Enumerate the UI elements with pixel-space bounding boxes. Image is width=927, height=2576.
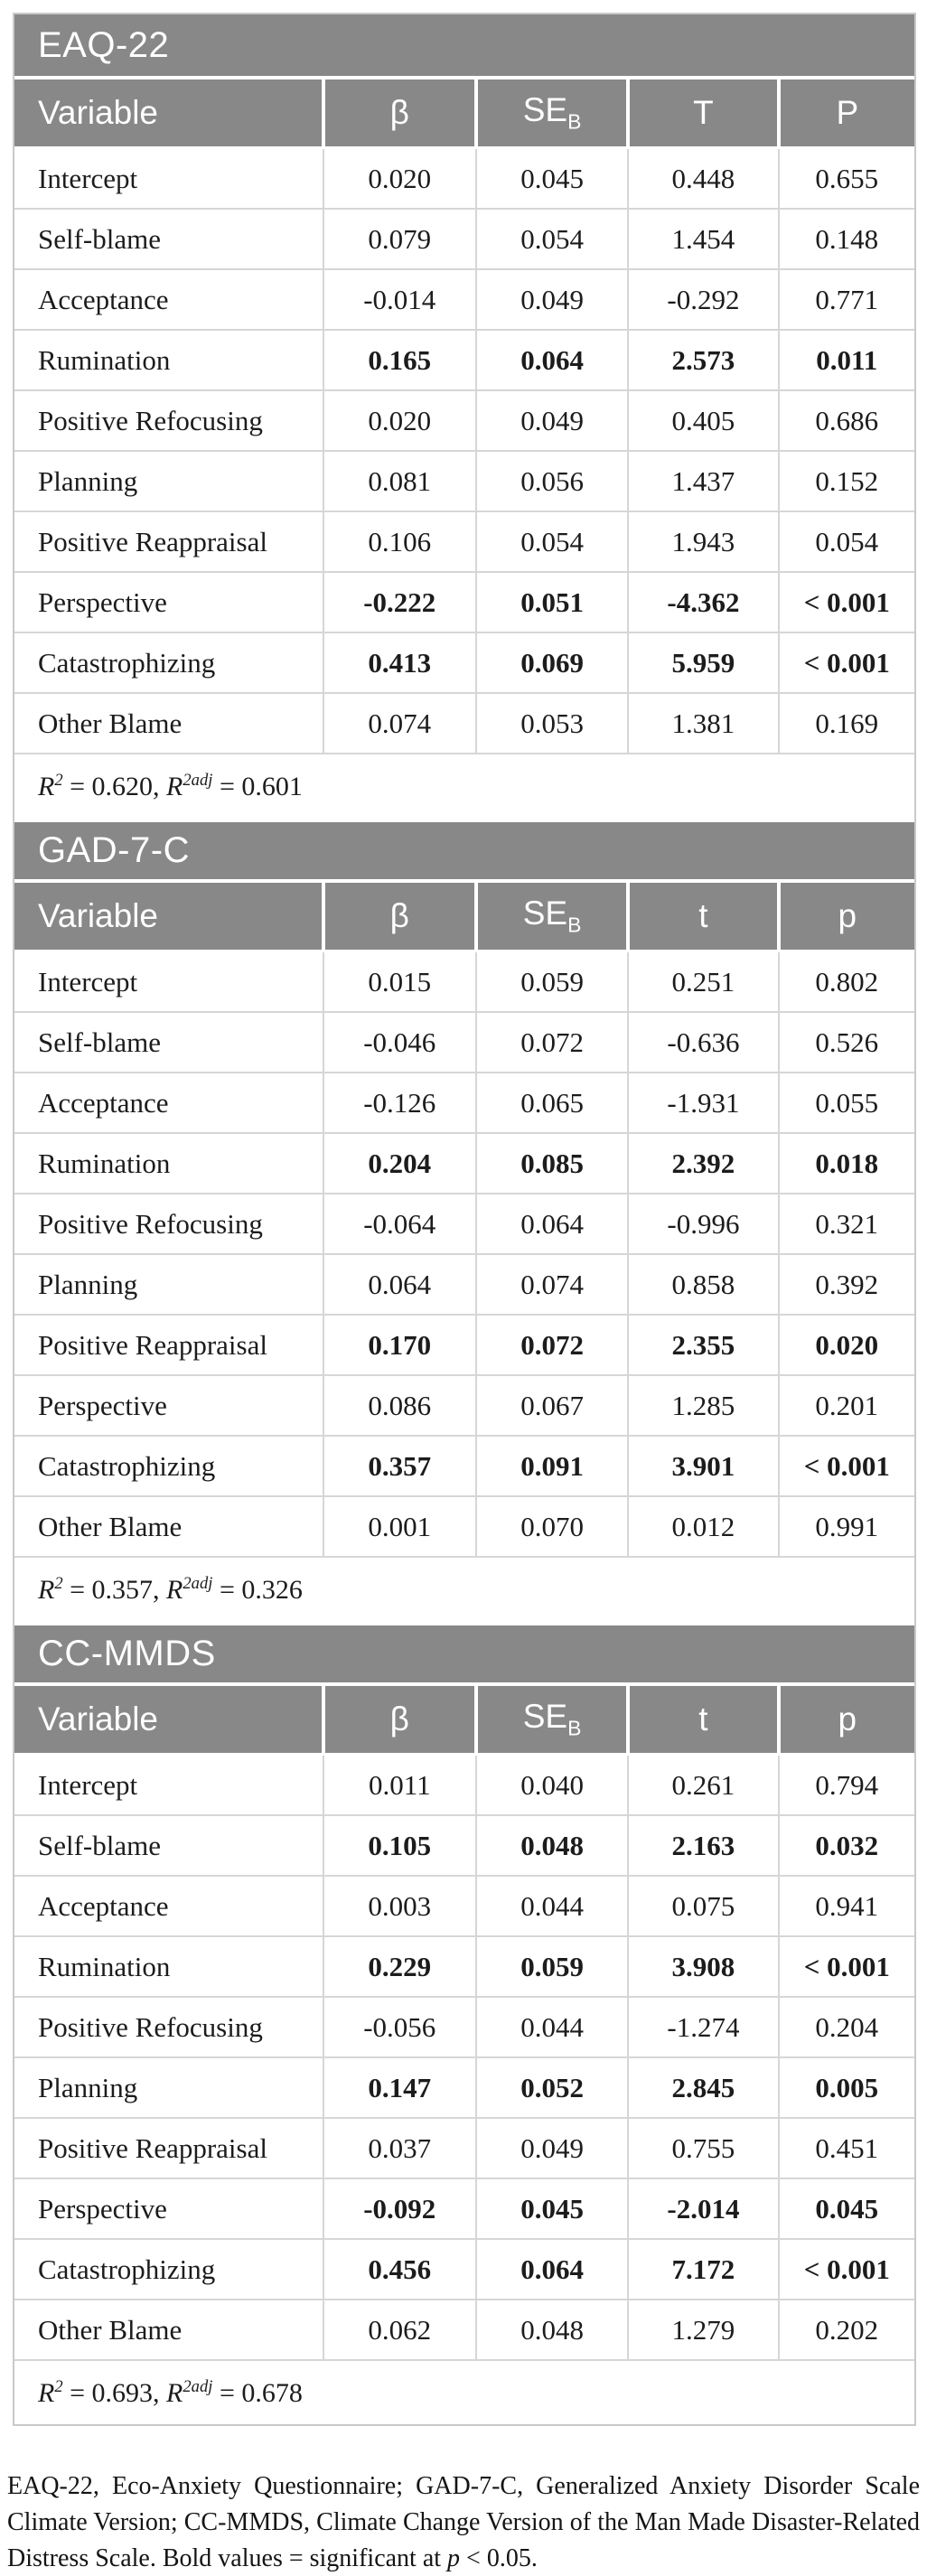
- t-cell: 1.285: [628, 1375, 778, 1436]
- variable-cell: Planning: [14, 451, 323, 511]
- se-cell: 0.044: [476, 1997, 628, 2057]
- t-cell: -1.931: [628, 1073, 778, 1133]
- table-row: [14, 1375, 914, 1436]
- se-label: SE: [522, 895, 568, 932]
- t-cell: 3.908: [628, 1936, 778, 1997]
- se-cell: 0.059: [476, 1936, 628, 1997]
- beta-cell: 0.147: [323, 2057, 476, 2118]
- r2-part: R: [166, 771, 183, 801]
- t-cell: 3.901: [628, 1436, 778, 1496]
- se-cell: 0.045: [476, 2178, 628, 2239]
- se-subscript: B: [567, 1716, 582, 1740]
- variable-cell: Other Blame: [14, 1496, 323, 1557]
- beta-cell: -0.126: [323, 1073, 476, 1133]
- variable-cell: Positive Reappraisal: [14, 511, 323, 572]
- eaq22-table: [14, 80, 914, 818]
- beta-cell: 0.170: [323, 1315, 476, 1375]
- variable-cell: Self-blame: [14, 209, 323, 269]
- beta-cell: -0.056: [323, 1997, 476, 2057]
- se-subscript: B: [567, 109, 582, 134]
- col-header-p: p: [779, 1686, 914, 1755]
- t-cell: -2.014: [628, 2178, 778, 2239]
- p-cell: < 0.001: [779, 632, 914, 693]
- se-cell: 0.064: [476, 1194, 628, 1254]
- variable-cell: Planning: [14, 1254, 323, 1315]
- se-cell: 0.048: [476, 1815, 628, 1876]
- beta-cell: 0.001: [323, 1496, 476, 1557]
- p-cell: 0.392: [779, 1254, 914, 1315]
- se-cell: 0.045: [476, 148, 628, 210]
- p-cell: 0.018: [779, 1133, 914, 1194]
- column-header-row: [14, 80, 914, 148]
- r-squared-row: [14, 2360, 914, 2424]
- variable-cell: Positive Refocusing: [14, 390, 323, 451]
- regression-table: [13, 13, 916, 2426]
- ccmmds-table: [14, 1686, 914, 2424]
- r2-part: R: [166, 1574, 183, 1605]
- table-row: [14, 148, 914, 210]
- col-header-se: [476, 80, 628, 148]
- se-cell: 0.048: [476, 2300, 628, 2360]
- beta-cell: 0.037: [323, 2118, 476, 2178]
- p-cell: 0.148: [779, 209, 914, 269]
- beta-cell: -0.064: [323, 1194, 476, 1254]
- variable-cell: Acceptance: [14, 1876, 323, 1936]
- se-cell: 0.065: [476, 1073, 628, 1133]
- col-header-t: T: [628, 80, 778, 148]
- beta-cell: 0.011: [323, 1755, 476, 1816]
- t-cell: 0.012: [628, 1496, 778, 1557]
- p-cell: 0.054: [779, 511, 914, 572]
- beta-cell: 0.105: [323, 1815, 476, 1876]
- p-cell: 0.011: [779, 330, 914, 390]
- t-cell: 2.392: [628, 1133, 778, 1194]
- se-cell: 0.056: [476, 451, 628, 511]
- p-cell: < 0.001: [779, 572, 914, 632]
- col-header-p: P: [779, 80, 914, 148]
- r2-part: 2adj: [183, 2376, 213, 2396]
- se-label: SE: [522, 1698, 568, 1736]
- variable-cell: Catastrophizing: [14, 632, 323, 693]
- section-title: CC-MMDS: [14, 1621, 914, 1686]
- t-cell: 0.405: [628, 390, 778, 451]
- p-cell: 0.451: [779, 2118, 914, 2178]
- table-row: [14, 693, 914, 754]
- section-ccmmds: [14, 1621, 914, 2424]
- se-cell: 0.040: [476, 1755, 628, 1816]
- p-cell: 0.802: [779, 951, 914, 1013]
- beta-cell: 0.086: [323, 1375, 476, 1436]
- table-row: [14, 572, 914, 632]
- table-row: [14, 632, 914, 693]
- section-title: GAD-7-C: [14, 818, 914, 883]
- gad7c-table: [14, 883, 914, 1621]
- beta-cell: 0.020: [323, 148, 476, 210]
- r2-part: 2adj: [183, 1573, 213, 1593]
- col-header-p: p: [779, 883, 914, 951]
- p-cell: 0.686: [779, 390, 914, 451]
- variable-cell: Perspective: [14, 572, 323, 632]
- se-subscript: B: [567, 913, 582, 937]
- p-cell: 0.941: [779, 1876, 914, 1936]
- variable-cell: Rumination: [14, 1936, 323, 1997]
- variable-cell: Catastrophizing: [14, 1436, 323, 1496]
- t-cell: 2.845: [628, 2057, 778, 2118]
- p-cell: 0.055: [779, 1073, 914, 1133]
- se-cell: 0.064: [476, 2239, 628, 2300]
- beta-cell: 0.079: [323, 209, 476, 269]
- variable-cell: Positive Refocusing: [14, 1997, 323, 2057]
- table-row: [14, 2300, 914, 2360]
- col-header-beta: β: [323, 80, 476, 148]
- table-row: [14, 390, 914, 451]
- table-row: [14, 1997, 914, 2057]
- t-cell: 1.279: [628, 2300, 778, 2360]
- r2-part: R: [38, 771, 55, 801]
- variable-cell: Acceptance: [14, 269, 323, 330]
- variable-cell: Rumination: [14, 330, 323, 390]
- table-body: [14, 1755, 914, 2361]
- se-cell: 0.074: [476, 1254, 628, 1315]
- r2-part: = 0.326: [212, 1574, 303, 1605]
- beta-cell: 0.204: [323, 1133, 476, 1194]
- table-row: [14, 2057, 914, 2118]
- t-cell: 7.172: [628, 2239, 778, 2300]
- section-title: EAQ-22: [14, 14, 914, 80]
- beta-cell: 0.165: [323, 330, 476, 390]
- variable-cell: Intercept: [14, 148, 323, 210]
- se-cell: 0.059: [476, 951, 628, 1013]
- p-cell: 0.771: [779, 269, 914, 330]
- p-cell: 0.201: [779, 1375, 914, 1436]
- variable-cell: Self-blame: [14, 1012, 323, 1073]
- t-cell: -4.362: [628, 572, 778, 632]
- r2-part: R: [38, 2377, 55, 2408]
- caption-p-symbol: p: [447, 2543, 461, 2572]
- variable-cell: Catastrophizing: [14, 2239, 323, 2300]
- beta-cell: 0.074: [323, 693, 476, 754]
- p-cell: 0.045: [779, 2178, 914, 2239]
- table-row: [14, 1133, 914, 1194]
- table-row: [14, 1194, 914, 1254]
- t-cell: 0.261: [628, 1755, 778, 1816]
- r2-part: = 0.601: [212, 771, 303, 801]
- variable-cell: Other Blame: [14, 693, 323, 754]
- r2-part: = 0.693,: [62, 2377, 167, 2408]
- p-cell: 0.526: [779, 1012, 914, 1073]
- column-header-row: [14, 883, 914, 951]
- r2-part: R: [38, 1574, 55, 1605]
- r2-part: 2: [54, 770, 63, 790]
- table-row: [14, 1815, 914, 1876]
- table-body: [14, 148, 914, 754]
- se-cell: 0.051: [476, 572, 628, 632]
- se-cell: 0.069: [476, 632, 628, 693]
- variable-cell: Planning: [14, 2057, 323, 2118]
- se-cell: 0.053: [476, 693, 628, 754]
- se-cell: 0.044: [476, 1876, 628, 1936]
- t-cell: 1.437: [628, 451, 778, 511]
- beta-cell: 0.064: [323, 1254, 476, 1315]
- col-header-t: t: [628, 883, 778, 951]
- beta-cell: 0.003: [323, 1876, 476, 1936]
- r2-part: 2adj: [183, 770, 213, 790]
- col-header-variable: Variable: [14, 1686, 323, 1755]
- col-header-variable: Variable: [14, 80, 323, 148]
- variable-cell: Other Blame: [14, 2300, 323, 2360]
- section-gad7c: [14, 818, 914, 1621]
- se-label: SE: [522, 91, 568, 129]
- table-row: [14, 1254, 914, 1315]
- se-cell: 0.049: [476, 390, 628, 451]
- t-cell: 0.448: [628, 148, 778, 210]
- beta-cell: 0.015: [323, 951, 476, 1013]
- r-squared-note: [14, 2360, 914, 2424]
- p-cell: 0.655: [779, 148, 914, 210]
- beta-cell: 0.456: [323, 2239, 476, 2300]
- r2-part: 2: [54, 1573, 63, 1593]
- col-header-beta: β: [323, 1686, 476, 1755]
- r-squared-note: [14, 754, 914, 818]
- table-row: [14, 951, 914, 1013]
- se-cell: 0.052: [476, 2057, 628, 2118]
- table-row: [14, 2118, 914, 2178]
- table-row: [14, 2178, 914, 2239]
- p-cell: 0.204: [779, 1997, 914, 2057]
- caption-text: < 0.05.: [460, 2543, 538, 2572]
- variable-cell: Self-blame: [14, 1815, 323, 1876]
- table-row: [14, 1755, 914, 1816]
- r-squared-note: [14, 1557, 914, 1621]
- variable-cell: Positive Reappraisal: [14, 2118, 323, 2178]
- beta-cell: 0.357: [323, 1436, 476, 1496]
- t-cell: 1.381: [628, 693, 778, 754]
- table-row: [14, 1315, 914, 1375]
- p-cell: 0.202: [779, 2300, 914, 2360]
- r-squared-row: [14, 1557, 914, 1621]
- t-cell: -0.636: [628, 1012, 778, 1073]
- t-cell: 1.943: [628, 511, 778, 572]
- p-cell: < 0.001: [779, 2239, 914, 2300]
- beta-cell: 0.081: [323, 451, 476, 511]
- table-row: [14, 2239, 914, 2300]
- beta-cell: 0.413: [323, 632, 476, 693]
- p-cell: 0.032: [779, 1815, 914, 1876]
- se-cell: 0.054: [476, 511, 628, 572]
- t-cell: 2.163: [628, 1815, 778, 1876]
- p-cell: 0.321: [779, 1194, 914, 1254]
- p-cell: 0.991: [779, 1496, 914, 1557]
- r2-part: 2: [54, 2376, 63, 2396]
- table-row: [14, 330, 914, 390]
- variable-cell: Positive Refocusing: [14, 1194, 323, 1254]
- p-cell: 0.169: [779, 693, 914, 754]
- variable-cell: Acceptance: [14, 1073, 323, 1133]
- variable-cell: Rumination: [14, 1133, 323, 1194]
- r2-part: = 0.678: [212, 2377, 303, 2408]
- p-cell: 0.794: [779, 1755, 914, 1816]
- table-row: [14, 451, 914, 511]
- beta-cell: -0.014: [323, 269, 476, 330]
- se-cell: 0.049: [476, 269, 628, 330]
- section-eaq22: [14, 14, 914, 818]
- se-cell: 0.064: [476, 330, 628, 390]
- beta-cell: -0.046: [323, 1012, 476, 1073]
- t-cell: 2.573: [628, 330, 778, 390]
- t-cell: 0.251: [628, 951, 778, 1013]
- beta-cell: 0.106: [323, 511, 476, 572]
- beta-cell: 0.229: [323, 1936, 476, 1997]
- p-cell: < 0.001: [779, 1936, 914, 1997]
- r2-part: = 0.620,: [62, 771, 167, 801]
- table-body: [14, 951, 914, 1558]
- beta-cell: 0.062: [323, 2300, 476, 2360]
- variable-cell: Intercept: [14, 1755, 323, 1816]
- t-cell: 0.858: [628, 1254, 778, 1315]
- col-header-beta: β: [323, 883, 476, 951]
- table-row: [14, 1936, 914, 1997]
- r2-part: = 0.357,: [62, 1574, 167, 1605]
- table-row: [14, 1073, 914, 1133]
- caption-text: EAQ-22, Eco-Anxiety Questionnaire; GAD-7-C, Generalized Anxiety Disorder Scale Climate Version; CC-MMDS, Climate Change Version of the Man Made Disaster-Related Distress Scale. Bold values = significant at: [7, 2472, 920, 2572]
- se-cell: 0.049: [476, 2118, 628, 2178]
- col-header-variable: Variable: [14, 883, 323, 951]
- p-cell: < 0.001: [779, 1436, 914, 1496]
- t-cell: -0.292: [628, 269, 778, 330]
- col-header-se: [476, 1686, 628, 1755]
- beta-cell: 0.020: [323, 390, 476, 451]
- t-cell: 1.454: [628, 209, 778, 269]
- variable-cell: Perspective: [14, 1375, 323, 1436]
- se-cell: 0.091: [476, 1436, 628, 1496]
- table-row: [14, 511, 914, 572]
- se-cell: 0.085: [476, 1133, 628, 1194]
- t-cell: -0.996: [628, 1194, 778, 1254]
- p-cell: 0.005: [779, 2057, 914, 2118]
- se-cell: 0.072: [476, 1315, 628, 1375]
- table-row: [14, 1436, 914, 1496]
- r-squared-row: [14, 754, 914, 818]
- table-row: [14, 1496, 914, 1557]
- col-header-se: [476, 883, 628, 951]
- column-header-row: [14, 1686, 914, 1755]
- t-cell: 0.755: [628, 2118, 778, 2178]
- table-row: [14, 269, 914, 330]
- table-row: [14, 209, 914, 269]
- se-cell: 0.067: [476, 1375, 628, 1436]
- variable-cell: Perspective: [14, 2178, 323, 2239]
- p-cell: 0.020: [779, 1315, 914, 1375]
- beta-cell: -0.222: [323, 572, 476, 632]
- r2-part: R: [166, 2377, 183, 2408]
- t-cell: 0.075: [628, 1876, 778, 1936]
- se-cell: 0.070: [476, 1496, 628, 1557]
- variable-cell: Intercept: [14, 951, 323, 1013]
- col-header-t: t: [628, 1686, 778, 1755]
- se-cell: 0.054: [476, 209, 628, 269]
- variable-cell: Positive Reappraisal: [14, 1315, 323, 1375]
- p-cell: 0.152: [779, 451, 914, 511]
- table-row: [14, 1012, 914, 1073]
- t-cell: -1.274: [628, 1997, 778, 2057]
- beta-cell: -0.092: [323, 2178, 476, 2239]
- table-row: [14, 1876, 914, 1936]
- table-caption: [7, 2468, 920, 2576]
- t-cell: 2.355: [628, 1315, 778, 1375]
- se-cell: 0.072: [476, 1012, 628, 1073]
- t-cell: 5.959: [628, 632, 778, 693]
